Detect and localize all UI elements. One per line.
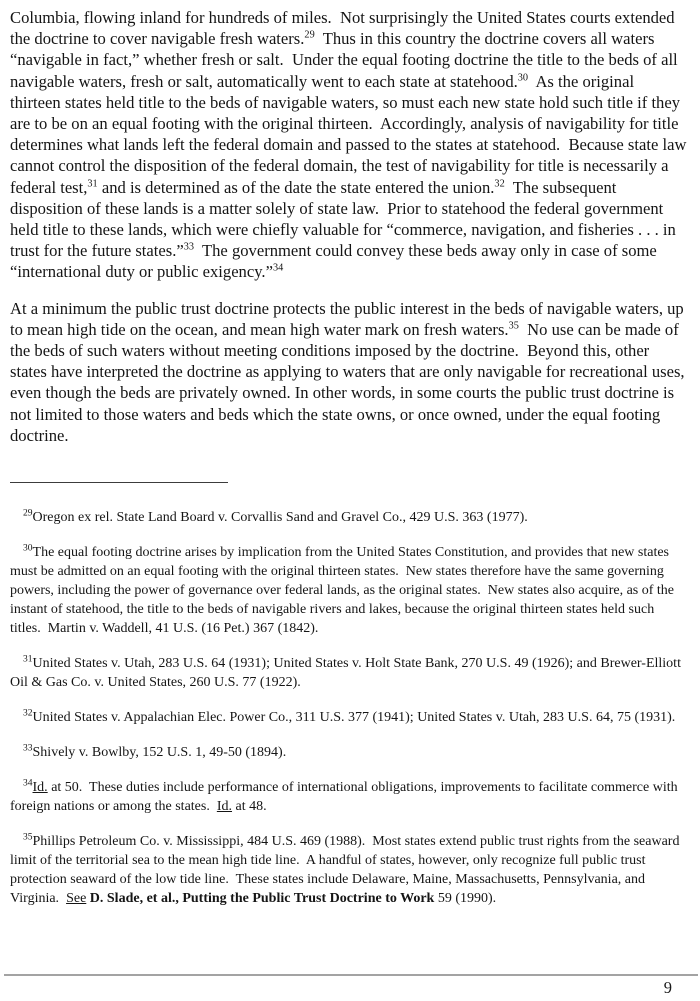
footnote-number: 34: [23, 778, 33, 789]
text-run: United States v. Appalachian Elec. Power Co., 311 U.S. 377 (1941); United States v. Utah, 283 U.S. 64, 75 (1931).: [32, 710, 676, 726]
footnote: [10, 832, 688, 908]
text-run: Columbia, flowing inland for hundreds of miles. Not surprisingly the United States courts extended the doctrine to cover navigable fresh waters.: [10, 8, 679, 49]
footnote-number: 35: [23, 832, 33, 843]
footnote: [10, 654, 688, 692]
footnote-ref: 34: [272, 262, 284, 274]
text-run: No use can be made of the beds of such waters without meeting conditions imposed by the doctrine. Beyond this, other states have interpreted the doctrine as applying to waters that are only navigable for recreational uses, even though the beds are privately owned. In other words, in some courts the public trust doctrine is not limited to those waters and beds which the state owns, or once owned, under the equal footing doctrine.: [10, 319, 689, 445]
underlined-text: Id.: [32, 780, 48, 796]
body-paragraph: [10, 298, 688, 446]
footnote: [10, 708, 688, 727]
footnote-number: 33: [23, 743, 33, 754]
text-run: at 48.: [232, 799, 267, 815]
footnote-ref: 32: [494, 178, 505, 190]
page-footer: [0, 974, 700, 1001]
footnote-number: 31: [23, 654, 33, 665]
footnote: [10, 743, 688, 762]
page-number: 9: [663, 978, 672, 997]
text-run: Shively v. Bowlby, 152 U.S. 1, 49-50 (1894).: [32, 745, 287, 761]
body-text: [10, 7, 691, 446]
text-run: 59 (1990).: [434, 891, 497, 907]
body-paragraph: [10, 7, 691, 283]
footnote-ref: 35: [508, 320, 519, 332]
footnote: [10, 508, 688, 527]
text-run: and is determined as of the date the state entered the union.: [97, 177, 495, 197]
footnotes-section: [10, 508, 688, 908]
text-run: As the original thirteen states held title to the beds of navigable waters, so must each new state hold such title if they are to be on an equal footing with the original thirteen. Accordingly, analysis of navigability for title determines what lands left the federal domain and passed to the states at statehood. Because state law cannot control the disposition of the federal domain, the test of navigability for title is necessarily a federal test,: [10, 71, 691, 197]
text-run: at 50. These duties include performance of international obligations, improvements to facilitate commerce with foreign nations or among the states.: [10, 780, 682, 815]
footnote-number: 30: [23, 543, 33, 554]
footnote: [10, 543, 688, 638]
text-run: Thus in this country the doctrine covers all waters “navigable in fact,” whether fresh or salt. Under the equal footing doctrine the title to the beds of all navigable waters, fresh or salt, automatically went to each state at statehood.: [10, 29, 682, 91]
footnote-ref: 33: [183, 241, 194, 253]
text-run: The equal footing doctrine arises by implication from the United States Constitution, and provides that new states must be admitted on an equal footing with the original thirteen states. New states therefore have the same governing powers, including the power of governance over federal lands, as the original states. New states also acquire, as of the instant of statehood, the title to the beds of navigable rivers and lakes, because the original thirteen states held such titles. Martin v. Waddell, 41 U.S. (16 Pet.) 367 (1842).: [10, 545, 678, 637]
footnote-ref: 30: [517, 72, 529, 84]
text-run: At a minimum the public trust doctrine protects the public interest in the beds of navigable waters, up to mean high tide on the ocean, and mean high water mark on fresh waters.: [10, 298, 688, 339]
footnote: [10, 778, 688, 816]
text-run: Phillips Petroleum Co. v. Mississippi, 484 U.S. 469 (1988). Most states extend public trust rights from the seaward limit of the territorial sea to the mean high tide line. A handful of states, however, only recognize full public trust protection seaward of the low tide line. These states include Delaware, Maine, Massachusetts, Pennsylvania, and Virginia.: [10, 834, 683, 907]
text-run: The government could convey these beds away only in case of some “international duty or public exigency.”: [10, 241, 661, 282]
footnote-number: 29: [23, 508, 33, 519]
underlined-text: Id.: [216, 799, 233, 815]
text-run: Oregon ex rel. State Land Board v. Corvallis Sand and Gravel Co., 429 U.S. 363 (1977).: [32, 510, 528, 526]
footer-rule: [4, 974, 698, 976]
underlined-text: See: [66, 891, 87, 907]
footnote-number: 32: [23, 708, 33, 719]
text-run: United States v. Utah, 283 U.S. 64 (1931); United States v. Holt State Bank, 270 U.S. 49 (1926); and Brewer-Elliott Oil & Gas Co. v. United States, 260 U.S. 77 (1922).: [10, 656, 685, 691]
footnote-ref: 29: [304, 29, 315, 41]
footnote-ref: 31: [87, 178, 98, 190]
text-run: The subsequent disposition of these lands is a matter solely of state law. Prior to statehood the federal government held title to these lands, which were chiefly valuable for “commerce, navigation, and fisheries . . . in trust for the future states.”: [10, 177, 680, 261]
footnote-separator: [10, 482, 228, 483]
bold-text: D. Slade, et al., Putting the Public Trust Doctrine to Work: [89, 891, 435, 907]
